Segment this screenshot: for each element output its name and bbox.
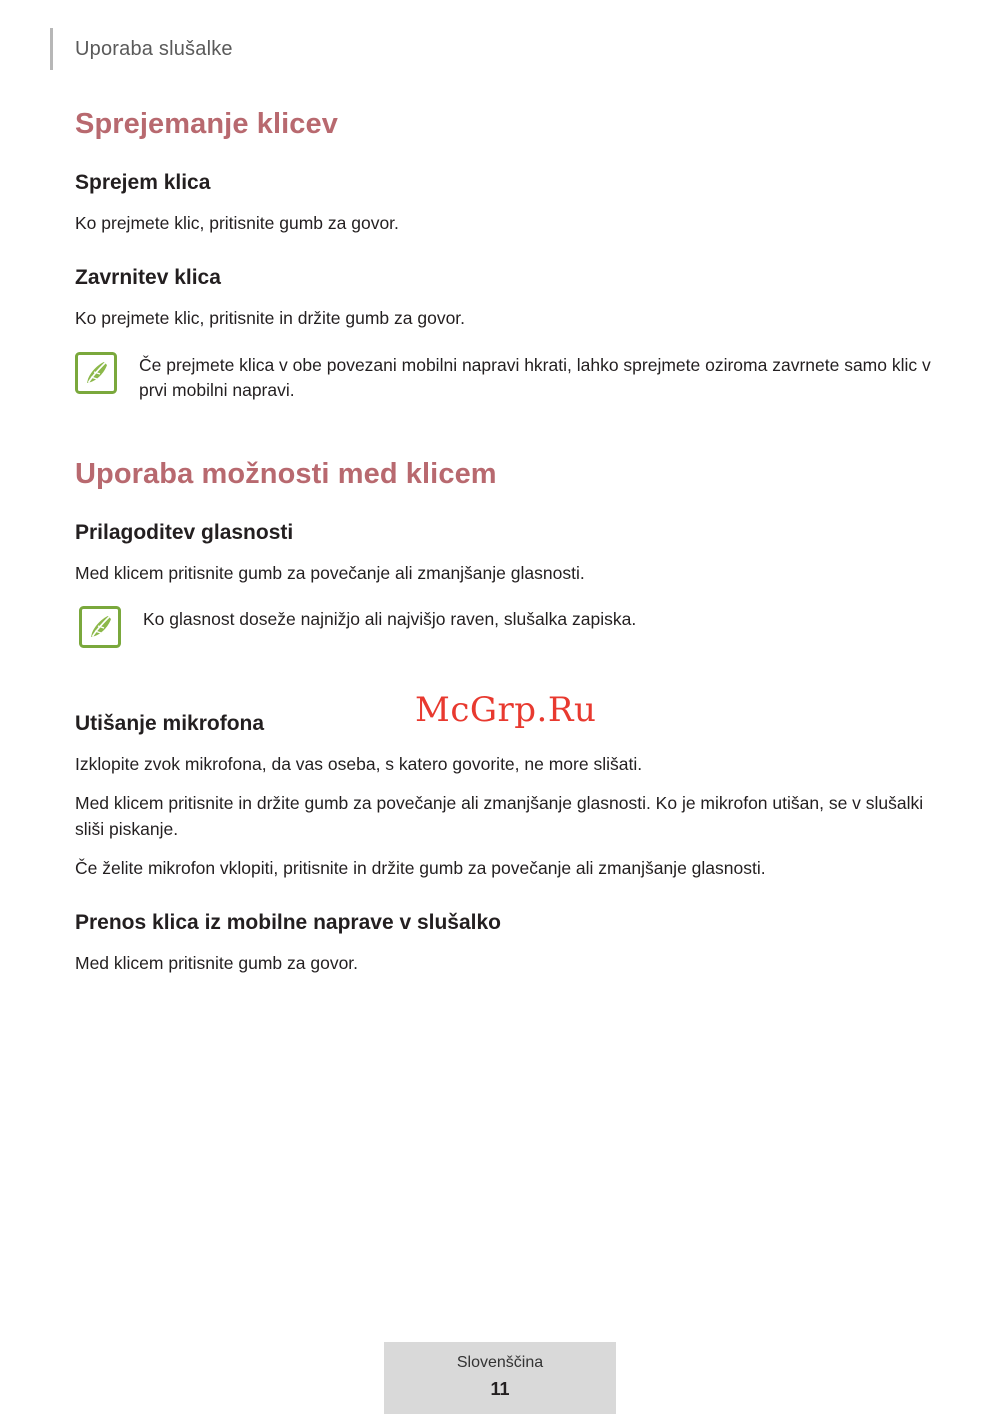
paragraph: Med klicem pritisnite in držite gumb za povečanje ali zmanjšanje glasnosti. Ko je mikrofon utišan, se v slušalki sliši piskanje. <box>75 793 924 839</box>
note-pencil-icon <box>79 606 121 648</box>
page-content <box>75 108 935 991</box>
note-block <box>75 604 935 648</box>
note-text: Če prejmete klica v obe povezani mobilni napravi hkrati, lahko sprejmete oziroma zavrnete samo klic v prvi mobilni napravi. <box>139 354 931 401</box>
section-heading-prilagoditev-glasnosti: Prilagoditev glasnosti <box>75 520 294 544</box>
section-heading-sprejem-klica: Sprejem klica <box>75 171 211 194</box>
paragraph: Izklopite zvok mikrofona, da vas oseba, s katero govorite, ne more slišati. <box>75 753 643 774</box>
page-footer <box>384 1342 616 1414</box>
header-title: Uporaba slušalke <box>75 37 233 60</box>
spacer <box>75 666 935 712</box>
page-header <box>50 28 233 70</box>
note-block <box>75 350 935 404</box>
section-heading-prenos-klica: Prenos klica iz mobilne naprave v slušalko <box>75 911 502 935</box>
note-text: Ko glasnost doseže najnižjo ali najvišjo raven, slušalka zapiska. <box>143 608 637 629</box>
note-pencil-icon <box>75 352 117 394</box>
section-heading-zavrnitev-klica: Zavrnitev klica <box>75 266 221 290</box>
paragraph: Če želite mikrofon vklopiti, pritisnite in držite gumb za povečanje ali zmanjšanje glasnosti. <box>75 858 766 878</box>
paragraph: Ko prejmete klic, pritisnite gumb za govor. <box>75 213 399 233</box>
footer-language: Slovenščina <box>456 1354 544 1371</box>
paragraph: Med klicem pritisnite gumb za govor. <box>75 953 359 974</box>
paragraph: Med klicem pritisnite gumb za povečanje ali zmanjšanje glasnosti. <box>75 562 585 583</box>
paragraph: Ko prejmete klic, pritisnite in držite gumb za govor. <box>75 308 466 329</box>
watermark: McGrp.Ru <box>415 690 597 730</box>
header-divider <box>50 28 53 70</box>
page-title: Sprejemanje klicev <box>75 108 338 140</box>
section-heading-utisanje-mikrofona: Utišanje mikrofona <box>75 711 265 735</box>
footer-page-number: 11 <box>490 1379 510 1399</box>
page-title-2: Uporaba možnosti med klicem <box>75 457 497 490</box>
